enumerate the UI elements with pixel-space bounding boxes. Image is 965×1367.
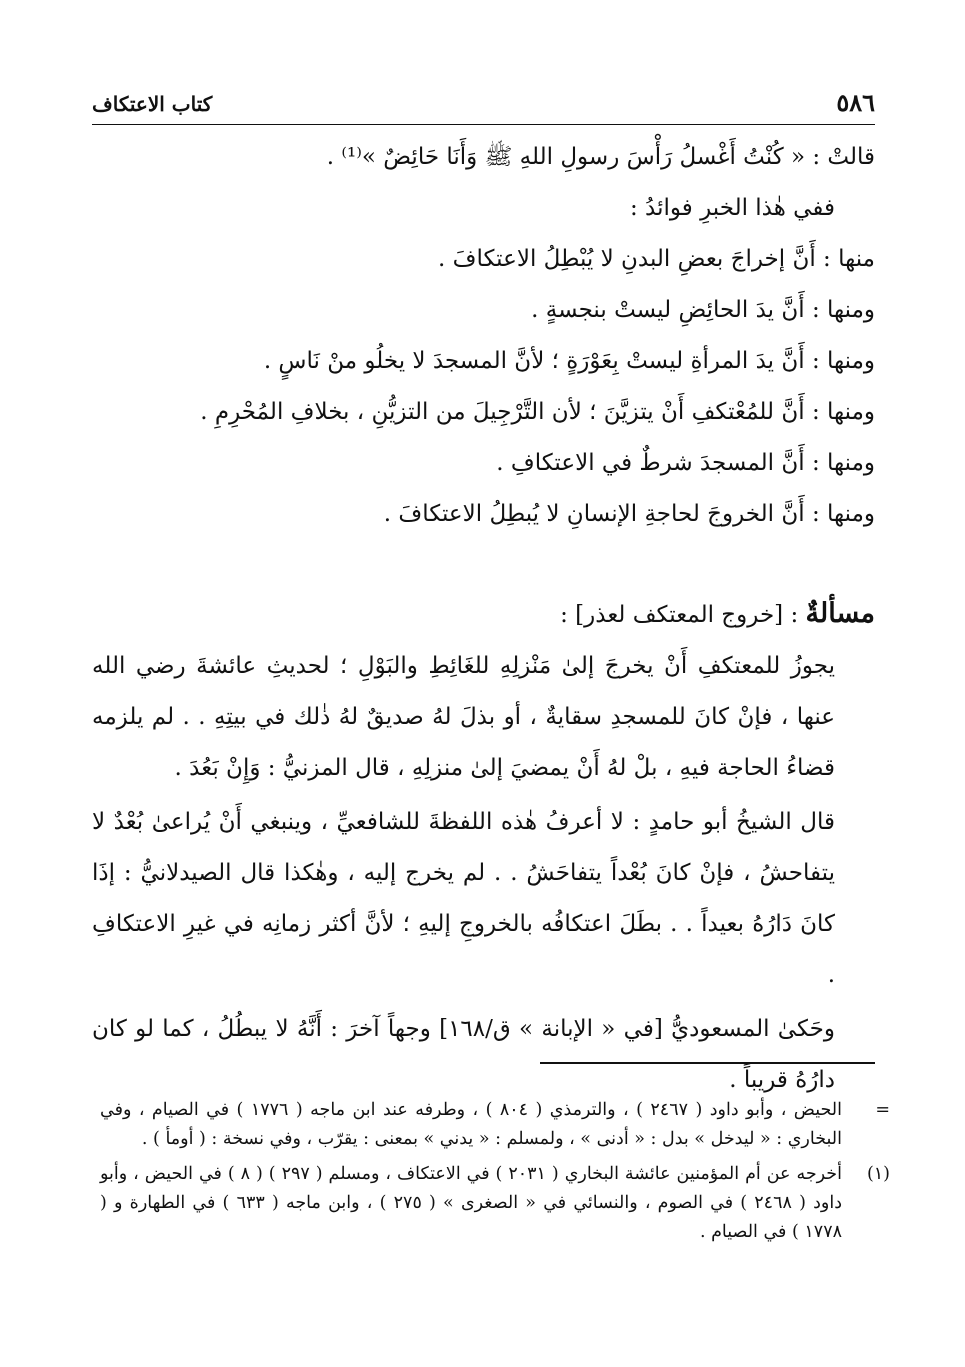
benefit-item: ومنها : أَنَّ يدَ المرأةِ ليستْ بِعَوْرَةٍ ؛ لأنَّ المسجدَ لا يخلُو منْ نَاسٍ . xyxy=(263,348,875,374)
benefit-item: منها : أَنَّ إخراجَ بعضِ البدنِ لا يُبْطِلُ الاعتكافَ . xyxy=(438,246,875,272)
footnote-text: أخرجه عن أم المؤمنين عائشة البخاري ( ٢٠٣١ ) في الاعتكاف ، ومسلم ( ٢٩٧ ) ( ٨ ) في الحيض ، وأبو داود ( ٢٤٦٨ ) في الصوم ، والنسائي في « الصغرى » ( ٢٧٥ ) ، وابن ماجه ( ٦٣٣ ) في الطهارة و ( ١٧٧٨ ) في الصيام . xyxy=(100,1164,842,1242)
paragraph: يجوزُ للمعتكفِ أَنْ يخرجَ إلىٰ مَنْزلِهِ للغَائِطِ والبَوْلِ ؛ لحديثِ عائشةَ رضي الله عنها ، فإنْ كانَ للمسجدِ سقايةٌ ، أو بذلَ لهُ صديقٌ لهُ ذٰلك في بيتِهِ . . لم يلزمه قضاءُ الحاجة فيهِ ، بلْ لهُ أَنْ يمضيَ إلىٰ منزلِهِ ، قال المزنيُّ : وَإِنْ بَعُدَ . xyxy=(92,653,835,781)
footnote xyxy=(100,1096,890,1154)
paragraph: وحَكىٰ المسعوديُّ [في « الإبانة » ق/١٦٨] وجهاً آخرَ : أَنَّهُ لا يبطُلُ ، كما لو كان دارُهُ قريباً . xyxy=(92,1016,835,1093)
benefit-item: ومنها : أَنَّ للمُعْتكفِ أَنْ يتزيَّنَ ؛ لأن التَّرْجِيلَ من التزيُّنِ ، بخلافِ المُحْرِمِ . xyxy=(200,399,875,425)
benefits-intro: ففي هٰذا الخبرِ فوائدُ : xyxy=(629,195,835,221)
benefit-item: ومنها : أَنَّ يدَ الحائِضِ ليستْ بنجسةٍ . xyxy=(531,297,875,323)
page-number: ٥٨٦ xyxy=(836,88,875,117)
footnote-mark: = xyxy=(875,1100,890,1120)
benefit-item: ومنها : أَنَّ الخروجَ لحاجةِ الإنسانِ لا يُبطِلُ الاعتكافَ . xyxy=(383,501,875,527)
main-text xyxy=(92,132,875,1106)
footnotes xyxy=(100,1096,890,1247)
issue-title: : [خروج المعتكف لعذر] : xyxy=(560,602,799,628)
quote-line: قالتْ : « كُنْتُ أَغْسلُ رَأْسَ رسولِ اللهِ ﷺ وَأَنَا حَائِضٌ »⁽¹⁾ . xyxy=(326,144,875,170)
page-header xyxy=(92,88,875,126)
benefit-item: ومنها : أَنَّ المسجدَ شرطٌ في الاعتكافِ . xyxy=(496,450,875,476)
footnote xyxy=(100,1160,890,1247)
header-rule xyxy=(92,124,875,125)
footnote-text: الحيض ، وأبو داود ( ٢٤٦٧ ) ، والترمذي ( ٨٠٤ ) ، وطرفه عند ابن ماجه ( ١٧٧٦ ) في الصيام ، وفي البخاري : « ليدخل » بدل : « أدنى » ، ولمسلم : « يدني » بمعنى : يقرّب ، وفي نسخة : ( أومأ ) . xyxy=(100,1100,842,1149)
running-title: كتاب الاعتكاف xyxy=(92,92,213,116)
issue-heading xyxy=(92,588,875,641)
footnote-mark: (١) xyxy=(866,1164,890,1184)
footnote-rule xyxy=(540,1062,875,1064)
issue-label: مسألةٌ xyxy=(805,598,875,629)
paragraph: قال الشيخُ أبو حامدٍ : لا أعرفُ هٰذه اللفظةَ للشافعيِّ ، وينبغي أَنْ يُراعىٰ بُعْدٌ لا يتفاحشُ ، فإنْ كانَ بُعْداً يتفاحَشُ . . لم يخرج إليه ، وهٰكذا قال الصيدلانيُّ : إذَا كانَ دَارُهُ بعيداً . . بطَلَ اعتكافُه بالخروجِ إليهِ ؛ لأنَّ أكثر زمانِه في غيرِ الاعتكافِ . xyxy=(92,809,835,988)
